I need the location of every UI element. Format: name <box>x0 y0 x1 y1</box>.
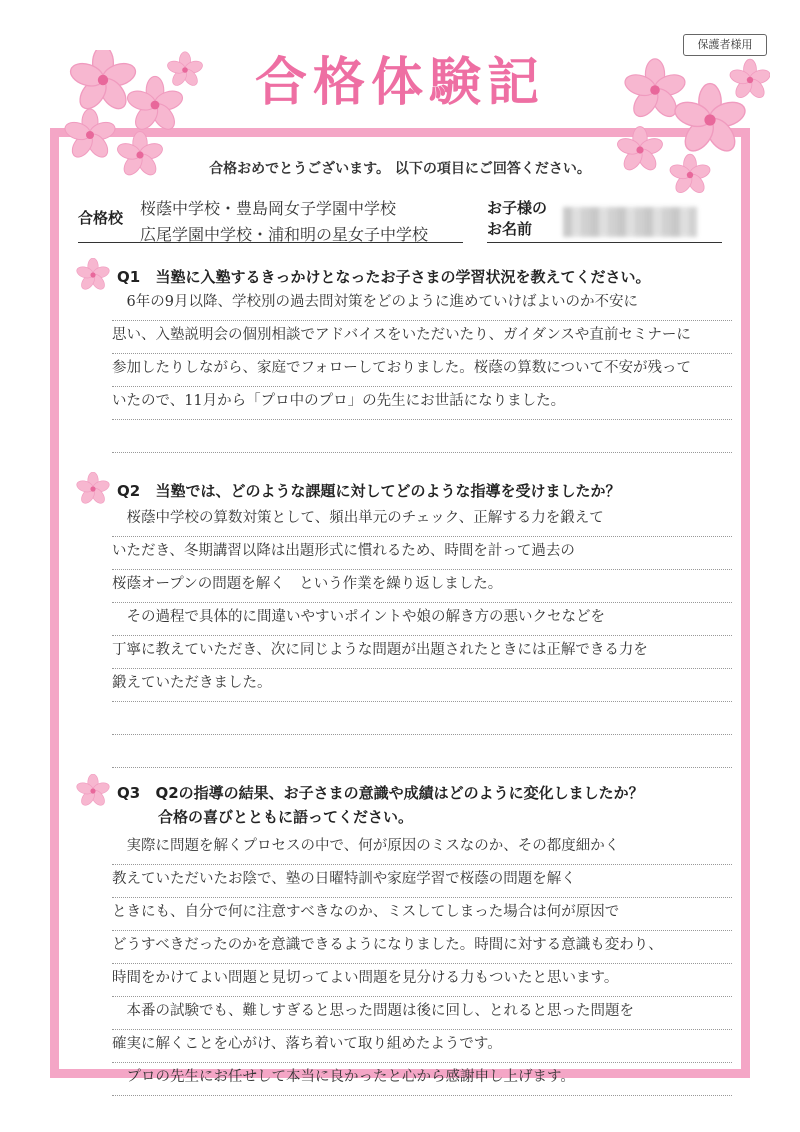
answer-line: 実際に問題を解くプロセスの中で、何が原因のミスなのか、その都度細かく <box>112 832 732 865</box>
q3-number: Q3 <box>117 784 141 802</box>
answer-line: 桜蔭中学校の算数対策として、頻出単元のチェック、正解する力を鍛えて <box>112 504 732 537</box>
page-title: 合格体験記 <box>254 52 545 113</box>
name-underline <box>487 242 722 243</box>
q1-number: Q1 <box>117 268 141 286</box>
answer-line: 丁寧に教えていただき、次に同じような問題が出題されたときには正解できる力を <box>112 636 732 669</box>
answer-line: いたので、11月から「プロ中のプロ」の先生にお世話になりました。 <box>112 387 732 420</box>
answer-line: ときにも、自分で何に注意すべきなのか、ミスしてしまった場合は何が原因で <box>112 898 732 931</box>
q2-heading <box>117 480 620 501</box>
answer-line <box>112 735 732 768</box>
answer-line: 桜蔭オープンの問題を解く という作業を繰り返しました。 <box>112 570 732 603</box>
q2-answer <box>112 504 732 768</box>
q1-text: 当塾に入塾するきっかけとなったお子さまの学習状況を教えてください。 <box>155 268 651 286</box>
school-line-1: 桜蔭中学校・豊島岡女子学園中学校 <box>140 199 397 218</box>
school-label: 合格校 <box>78 209 124 227</box>
answer-line: 思い、入塾説明会の個別相談でアドバイスをいただいたり、ガイダンスや直前セミナーに <box>112 321 732 354</box>
answer-line: 6年の9月以降、学校別の過去問対策をどのように進めていけばよいのか不安に <box>112 288 732 321</box>
intro-text: 合格おめでとうございます。 以下の項目にご回答ください。 <box>209 161 591 177</box>
answer-line: その過程で具体的に間違いやすいポイントや娘の解き方の悪いクセなどを <box>112 603 732 636</box>
school-underline <box>78 242 463 243</box>
q2-number: Q2 <box>117 482 141 500</box>
answer-line: いただき、冬期講習以降は出題形式に慣れるため、時間を計って過去の <box>112 537 732 570</box>
answer-line: どうすべきだったのかを意識できるようになりました。時間に対する意識も変わり、 <box>112 931 732 964</box>
child-name-label-line1: お子様の <box>487 199 548 217</box>
q3-text-line2: 合格の喜びとともに語ってください。 <box>158 808 414 826</box>
name-redaction <box>563 207 697 237</box>
cherry-blossom-icon <box>76 258 110 292</box>
child-name-label <box>487 198 547 240</box>
answer-line: プロの先生にお任せして本当に良かったと心から感謝申し上げます。 <box>112 1063 732 1096</box>
answer-line: 時間をかけてよい問題と見切ってよい問題を見分ける力もついたと思います。 <box>112 964 732 997</box>
q3-heading <box>117 782 644 803</box>
answer-line: 本番の試験でも、難しすぎると思った問題は後に回し、とれると思った問題を <box>112 997 732 1030</box>
q1-heading <box>117 266 650 287</box>
answer-line <box>112 420 732 453</box>
q3-text: Q2の指導の結果、お子さまの意識や成績はどのように変化しましたか？ <box>155 784 644 802</box>
cherry-blossom-icon <box>76 774 110 808</box>
q1-answer <box>112 288 732 453</box>
audience-badge: 保護者様用 <box>683 34 767 56</box>
answer-line: 教えていただいたお陰で、塾の日曜特訓や家庭学習で桜蔭の問題を解く <box>112 865 732 898</box>
answer-line: 参加したりしながら、家庭でフォローしておりました。桜蔭の算数について不安が残って <box>112 354 732 387</box>
cherry-blossom-icon <box>76 472 110 506</box>
school-line-2: 広尾学園中学校・浦和明の星女子中学校 <box>140 225 429 244</box>
q3-answer <box>112 832 732 1096</box>
q2-text: 当塾では、どのような課題に対してどのような指導を受けましたか？ <box>155 482 621 500</box>
answer-line: 確実に解くことを心がけ、落ち着いて取り組めたようです。 <box>112 1030 732 1063</box>
answer-line: 鍛えていただきました。 <box>112 669 732 702</box>
answer-line <box>112 702 732 735</box>
child-name-label-line2: お名前 <box>487 220 533 238</box>
